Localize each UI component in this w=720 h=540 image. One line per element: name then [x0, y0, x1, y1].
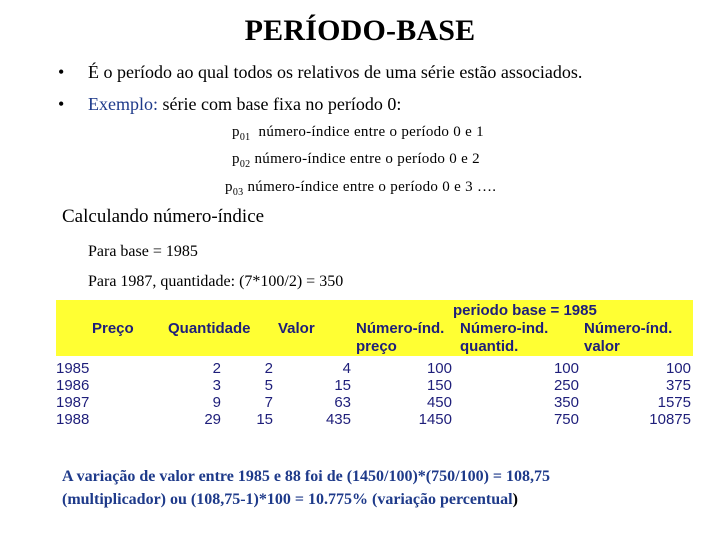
cell-valor: 4	[342, 360, 351, 377]
group-header: periodo base = 1985	[453, 302, 597, 319]
header-line: Número-índ.	[584, 320, 673, 337]
header-line: preço	[356, 338, 397, 355]
col-header-quantidade: Quantidade	[168, 320, 251, 337]
cell-ni-quant: 750	[553, 411, 579, 428]
header-line: Número-índ.	[356, 320, 445, 337]
slide-title: PERÍODO-BASE	[244, 14, 476, 47]
cell-valor: 435	[325, 411, 351, 428]
cell-ni-valor: 1575	[657, 394, 691, 411]
bullet-rest: série com base fixa no período 0:	[158, 94, 402, 114]
header-line: quantid.	[460, 338, 519, 355]
bullet-dot: •	[58, 94, 65, 114]
table-row	[56, 360, 693, 377]
cell-valor: 15	[334, 377, 351, 394]
cell-preco: 29	[204, 411, 221, 428]
cell-quantidade: 5	[264, 377, 273, 394]
calc-heading: Calculando número-índice	[62, 206, 265, 227]
cell-quantidade: 2	[264, 360, 273, 377]
example-line: Para 1987, quantidade: (7*100/2) = 350	[88, 273, 344, 290]
col-header-preco: Preço	[92, 320, 134, 337]
col-header-ni-valor	[584, 320, 672, 356]
col-header-ni-preco	[356, 320, 444, 356]
conclusion-close-paren: )	[512, 491, 518, 508]
col-header-valor: Valor	[278, 320, 315, 337]
cell-preco: 3	[212, 377, 221, 394]
index-line-03	[225, 179, 496, 198]
base-line: Para base = 1985	[88, 243, 198, 260]
cell-ni-quant: 350	[553, 394, 579, 411]
header-line: valor	[584, 338, 620, 355]
cell-ni-valor: 375	[665, 377, 691, 394]
index-subscript: 03	[232, 187, 244, 198]
cell-preco: 2	[212, 360, 221, 377]
table-row	[56, 411, 693, 428]
conclusion	[62, 465, 662, 511]
col-header-ni-quant	[460, 320, 548, 356]
cell-quantidade: 15	[256, 411, 273, 428]
cell-ni-quant: 100	[553, 360, 579, 377]
cell-quantidade: 7	[264, 394, 273, 411]
conclusion-text: (multiplicador) ou (108,75-1)*100 = 10.775% (variação percentual	[62, 491, 513, 508]
cell-ni-quant: 250	[553, 377, 579, 394]
index-symbol: p	[232, 124, 240, 140]
table-row	[56, 377, 693, 394]
cell-preco: 9	[212, 394, 221, 411]
cell-ni-preco: 450	[426, 394, 452, 411]
cell-valor: 63	[334, 394, 351, 411]
index-subscript: 02	[239, 159, 251, 170]
cell-year: 1986	[56, 377, 90, 394]
index-text: número-índice entre o período 0 e 2	[250, 151, 480, 167]
cell-year: 1987	[56, 394, 90, 411]
header-line: Número-ind.	[460, 320, 549, 337]
table-row	[56, 394, 693, 411]
cell-ni-preco: 100	[426, 360, 452, 377]
index-line-01	[232, 124, 484, 143]
bullet-lead: Exemplo:	[88, 94, 158, 114]
data-table	[56, 360, 693, 428]
index-symbol: p	[225, 179, 233, 195]
index-text: número-índice entre o período 0 e 1	[250, 124, 484, 140]
index-subscript: 01	[239, 132, 251, 143]
conclusion-line-2	[62, 488, 662, 511]
index-symbol: p	[232, 151, 240, 167]
conclusion-line-1: A variação de valor entre 1985 e 88 foi de (1450/100)*(750/100) = 108,75	[62, 468, 551, 485]
cell-ni-preco: 1450	[418, 411, 452, 428]
cell-ni-preco: 150	[426, 377, 452, 394]
cell-ni-valor: 10875	[649, 411, 691, 428]
index-line-02	[232, 151, 480, 170]
bullet-text	[88, 94, 401, 115]
cell-year: 1988	[56, 411, 90, 428]
index-text: número-índice entre o período 0 e 3 ….	[243, 179, 497, 195]
cell-year: 1985	[56, 360, 90, 377]
bullet-text: É o período ao qual todos os relativos de uma série estão associados.	[88, 62, 583, 82]
cell-ni-valor: 100	[665, 360, 691, 377]
bullet-dot: •	[58, 62, 65, 82]
